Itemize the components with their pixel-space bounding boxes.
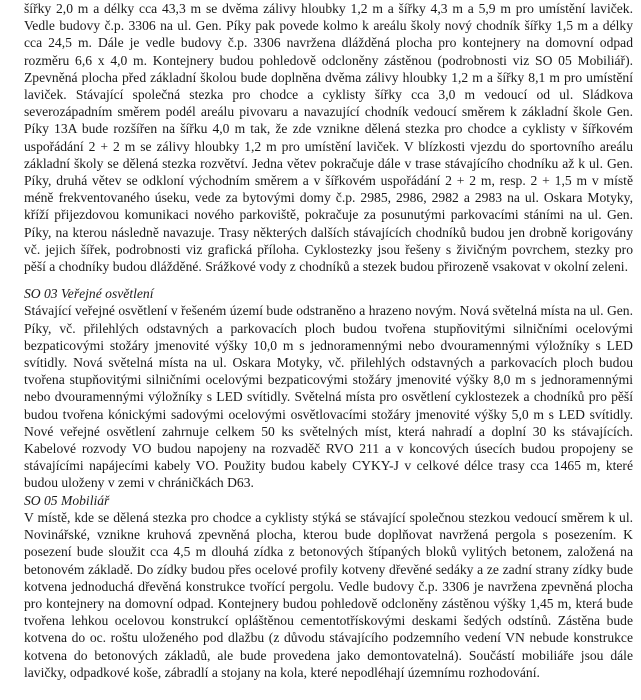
section-heading-so03: SO 03 Veřejné osvětlení <box>24 286 154 302</box>
paragraph-so05: V místě, kde se dělená stezka pro chodce a cyklisty stýká se stávající společnou stezkou vedoucí směrem k ul. Novinářské, vznikne kruhová zpevněná plocha, kterou bude doplňovat navržená pergola s posezením. K posezení bude sloužit cca 4,5 m dlouhá zídka z betonových štípaných bloků vylitých betonem, založená na betonovém základě. Do zídky budou přes ocelové profily kotveny dřevěné sedáky a ze zadní strany zídky bude kotvena jednoduchá dřevěná konstrukce tvořící pergolu. Vedle budovy č.p. 3306 je navržena zpevněná plocha pro kontejnery na domovní odpad. Kontejnery budou pohledově odcloněny zástěnou výšky 1,45 m, která bude tvořena lehkou ocelovou konstrukcí opláštěnou cementotřískovými deskami šedých odstínů. Zástěna bude kotvena do oc. roštu uloženého pod dlažbu (z důvodu stávajícího podzemního vedení VN nebude konstrukce kotvena do betonových základů, ale bude provedena jako demontovatelná). Součástí mobiliáře jsou dále lavičky, odpadkové koše, zábradlí a stojany na kola, které nepodléhají územnímu rozhodování. <box>24 509 633 680</box>
section-heading-so05: SO 05 Mobiliář <box>24 492 110 508</box>
paragraph-so02-continuation: šířky 2,0 m a délky cca 43,3 m se dvěma zálivy hloubky 1,2 m a šířky 4,3 m a 5,9 m pro umístění laviček. Vedle budovy č.p. 3306 na ul. Gen. Píky pak povede kolmo k areálu školy nový chodník šířky 1,5 m a délky cca 24,5 m. Dále je vedle budovy č.p. 3306 navržena dlážděná plocha pro kontejnery na domovní odpad rozměru 6,6 x 4,0 m. Kontejnery budou pohledově odcloněny zástěnou (podrobnosti viz SO 05 Mobiliář). Zpevněná plocha před základní školou bude doplněna dvěma zálivy hloubky 1,2 m a šířky 8,1 m pro umístění laviček. Stávající společná stezka pro chodce a cyklisty šířky cca 3,0 m vedoucí od ul. Sládkova severozápadním směrem podél areálu pivovaru a navazující chodník vedoucí směrem k základní škole Gen. Píky 13A bude rozšířen na šířku 4,0 m tak, že zde vznikne dělená stezka pro chodce a cyklisty v šířkovém uspořádání 2 + 2 m se zálivy hloubky 1,2 m pro umístění laviček. V blízkosti vjezdu do sportovního areálu základní školy se dělená stezka rozvětví. Jedna větev pokračuje dále v trase stávajícího chodníku až k ul. Gen. Píky, druhá větev se odkloní východním směrem a v šířkovém uspořádání 2 + 2 m, resp. 2 + 1,5 m v místě méně frekventovaného úseku, vede za bytovými domy č.p. 2985, 2986, 2982 a 2983 na ul. Oskara Motyky, kříží přijezdovou komunikaci nového parkoviště, pokračuje za posunutými parkovacími stáními na ul. Gen. Píky, na kterou následně navazuje. Trasy některých dalších stávajících chodníků budou jen drobně korigovány vč. jejich šířek, podrobnosti viz grafická příloha. Cyklostezky jsou řešeny s živičným povrchem, stezky pro pěší a chodníky budou dlážděné. Srážkové vody z chodníků a stezek budou přirozeně vsakovat v okolní zeleni. <box>24 1 633 275</box>
paragraph-so03: Stávající veřejné osvětlení v řešeném území bude odstraněno a hrazeno novým. Nová světelná místa na ul. Gen. Píky, vč. přilehlých odstavných a parkovacích ploch budou tvořena stupňovitými silničními ocelovými bezpaticovými stožáry jmenovité výšky 10,0 m s jednoramennými nebo dvouramennými výložníky s LED svítidly. Nová světelná místa na ul. Oskara Motyky, vč. přilehlých odstavných a parkovacích ploch budou tvořena stupňovitými silničními ocelovými bezpaticovými stožáry jmenovité výšky 8,0 m s jednoramennými nebo dvouramennými výložníky s LED svítidly. Světelná místa pro osvětlení cyklostezek a chodníků pro pěší budou tvořena kónickými sadovými ocelovými osvětlovacími stožáry jmenovité výšky 5,0 m s LED svítidly. Nové veřejné osvětlení zahrnuje celkem 50 ks světelných míst, která nahradí a doplní 30 ks stávajících. Kabelové rozvody VO budou napojeny na rozvaděč RVO 211 a v koncových úsecích budou propojeny se stávajícími napájecími kabely VO. Použity budou kabely CYKY-J v celkové délce trasy cca 1465 m, které budou uloženy v zemi v chráničkách D63. <box>24 303 633 491</box>
